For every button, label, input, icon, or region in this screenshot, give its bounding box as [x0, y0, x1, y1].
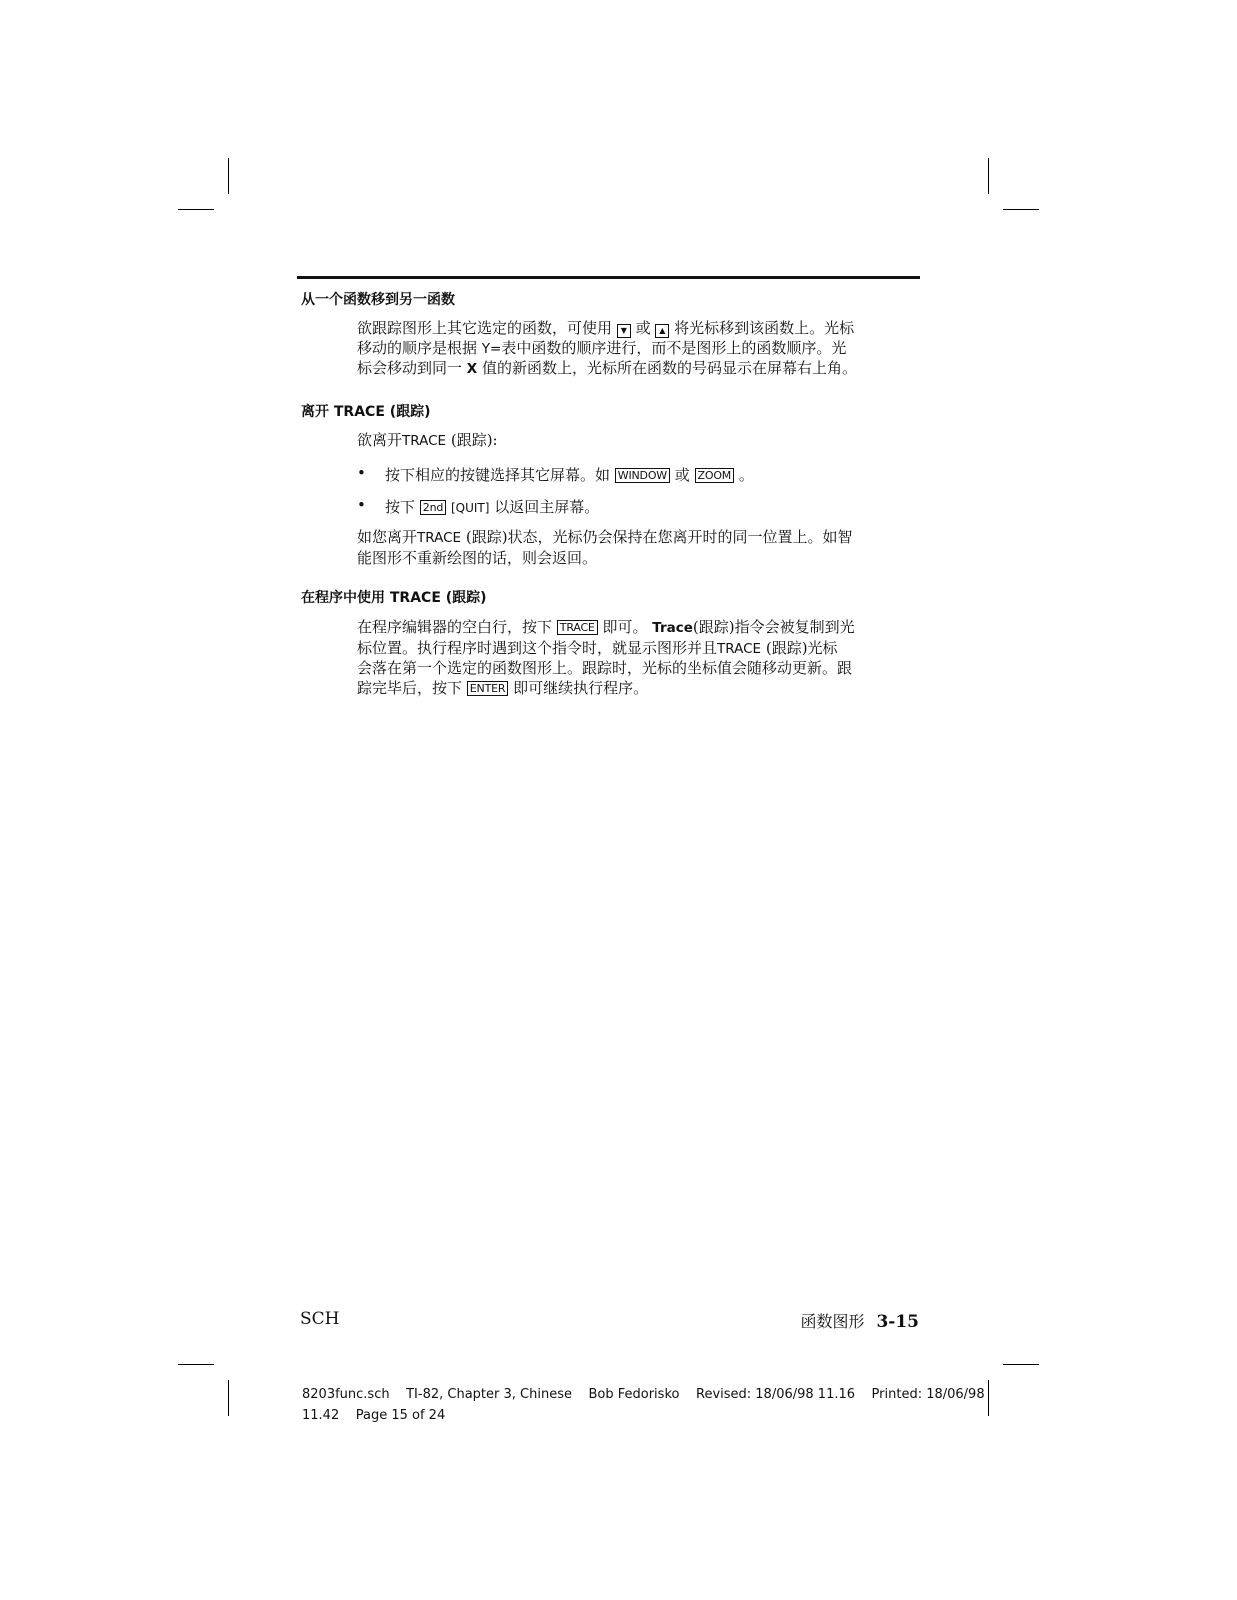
text-line: 踪完毕后，按下 ENTER 即可继续执行程序。 [357, 678, 649, 697]
enter-key: ENTER [467, 681, 509, 696]
bullet-item-quit: 按下 2nd [QUIT] 以返回主屏幕。 [385, 498, 600, 516]
text-line: 标会移动到同一 X 值的新函数上，光标所在函数的号码显示在屏幕右上角。 [357, 359, 858, 377]
text-line: 能图形不重新绘图的话，则会返回。 [357, 548, 598, 567]
text-line: 移动的顺序是根据 Y=表中函数的顺序进行，而不是图形上的函数顺序。光 [357, 338, 847, 357]
bullet-item-other-screen: 按下相应的按键选择其它屏幕。如 WINDOW 或 ZOOM 。 [385, 466, 754, 484]
crop-mark [178, 209, 214, 210]
crop-mark [228, 1380, 229, 1416]
up-arrow-key-icon: ▲ [655, 324, 669, 338]
crop-mark [178, 1364, 214, 1365]
print-metadata: 8203func.sch TI-82, Chapter 3, Chinese Bob Fedorisko Revised: 18/06/98 11.16 Printed: 18/06/98 11.42 Page 15 of 24 [302, 1387, 985, 1423]
crop-mark [988, 158, 989, 194]
paragraph-move-function [357, 319, 919, 380]
text-line: 在程序编辑器的空白行，按下 TRACE 即可。 Trace(跟踪)指令会被复制到光 [357, 618, 855, 636]
chapter-title: 函数图形 [800, 1312, 865, 1331]
text-line: 标位置。执行程序时遇到这个指令时，就显示图形并且TRACE (跟踪)光标 [357, 638, 838, 657]
crop-mark [1003, 209, 1039, 210]
crop-mark [988, 1380, 989, 1416]
bullet-marker: • [357, 464, 366, 482]
page-number: 3-15 [876, 1312, 919, 1332]
paragraph-leave-intro [357, 431, 919, 452]
crop-mark [228, 158, 229, 194]
paragraph-trace-in-program [357, 618, 919, 698]
2nd-key: 2nd [420, 500, 446, 515]
language-code: SCH [300, 1309, 340, 1329]
text-line: 欲跟踪图形上其它选定的函数，可使用 ▼ 或 ▲ 将光标移到该函数上。光标 [357, 319, 855, 337]
page-footer [800, 1309, 919, 1332]
text-line: 会落在第一个选定的函数图形上。跟踪时，光标的坐标值会随移动更新。跟 [357, 659, 853, 677]
crop-mark [1003, 1364, 1039, 1365]
paragraph-leave-note [357, 528, 919, 568]
zoom-key: ZOOM [695, 468, 735, 483]
window-key: WINDOW [615, 468, 670, 483]
bullet-marker: • [357, 496, 366, 514]
trace-key: TRACE [557, 620, 598, 635]
down-arrow-key-icon: ▼ [617, 324, 631, 338]
top-rule [297, 276, 920, 279]
section-heading-leave-trace: 离开 TRACE (跟踪) [301, 404, 431, 420]
quit-key-label: [QUIT] [450, 501, 490, 515]
section-heading-move-function: 从一个函数移到另一函数 [301, 292, 455, 308]
text-line: 欲离开TRACE (跟踪): [357, 431, 498, 449]
text-line: 如您离开TRACE (跟踪)状态，光标仍会保持在您离开时的同一位置上。如智 [357, 528, 853, 546]
section-heading-trace-in-program: 在程序中使用 TRACE (跟踪) [301, 590, 487, 606]
